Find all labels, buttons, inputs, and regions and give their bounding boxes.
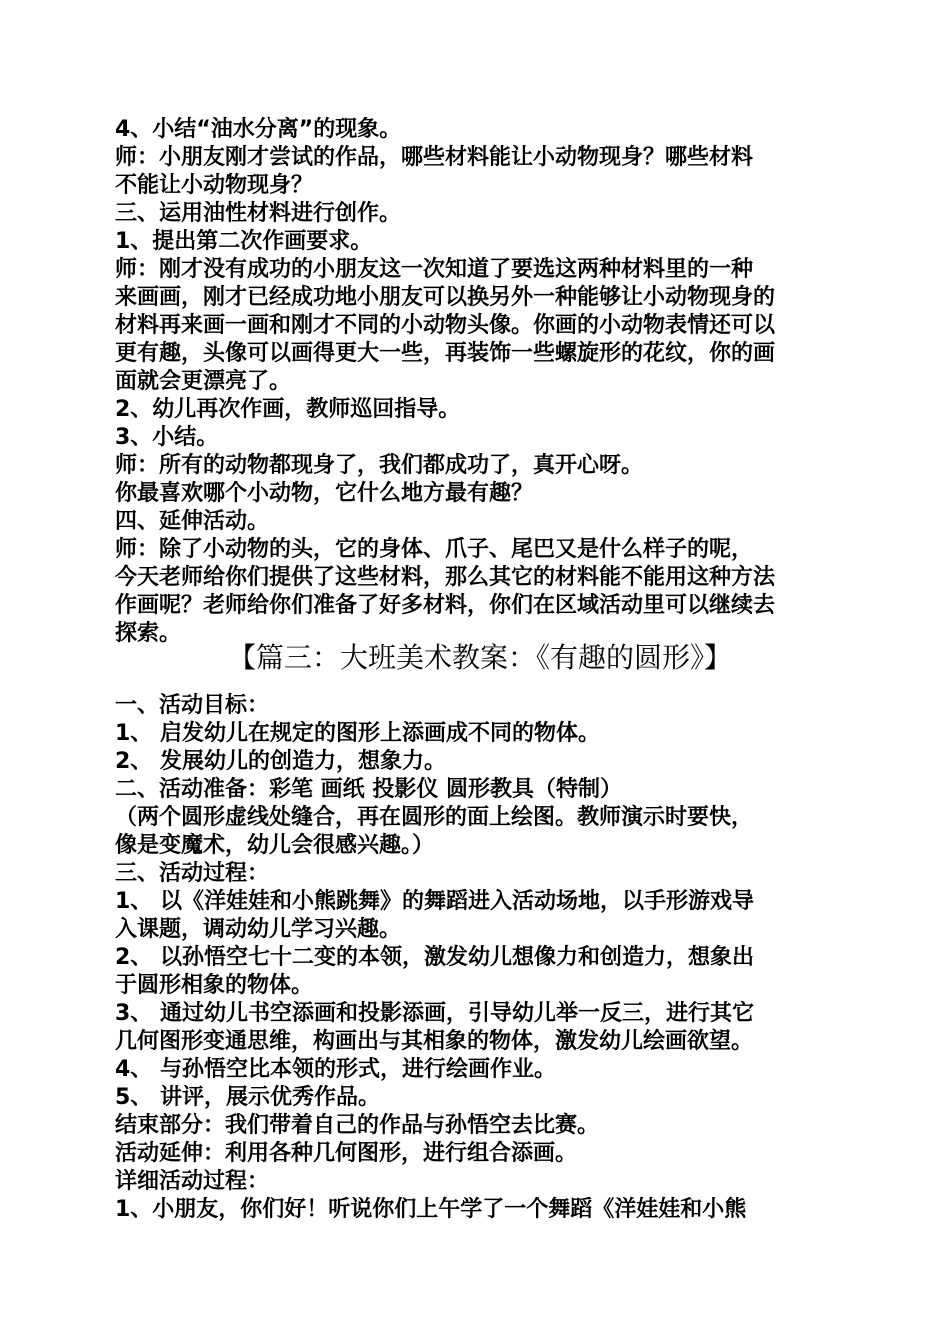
text-line: 于圆形相象的物体。	[115, 973, 314, 998]
section-heading: 【篇三：大班美术教案：《有趣的圆形》】	[227, 641, 732, 674]
text-line: 2、 以孙悟空七十二变的本领，激发幼儿想像力和创造力，想象出	[115, 945, 754, 970]
text-line: 一、活动目标：	[115, 693, 270, 718]
text-line: 4、 与孙悟空比本领的形式，进行绘画作业。	[115, 1057, 556, 1082]
text-line: 1、小朋友，你们好！听说你们上午学了一个舞蹈《洋娃娃和小熊	[115, 1197, 747, 1222]
text-line: 三、运用油性材料进行创作。	[115, 201, 402, 226]
text-line: 今天老师给你们提供了这些材料，那么其它的材料能不能用这种方法	[115, 565, 776, 590]
text-line: 更有趣，头像可以画得更大一些，再装饰一些螺旋形的花纹，你的画	[115, 341, 776, 366]
text-line: 面就会更漂亮了。	[115, 369, 292, 394]
text-line: 像是变魔术，幼儿会很感兴趣。）	[115, 833, 435, 858]
text-line: 你最喜欢哪个小动物，它什么地方最有趣？	[115, 481, 534, 506]
text-line: 1、 以《洋娃娃和小熊跳舞》的舞蹈进入活动场地，以手形游戏导	[115, 889, 754, 914]
text-line: 探索。	[115, 621, 182, 646]
text-line: 几何图形变通思维，构画出与其相象的物体，激发幼儿绘画欲望。	[115, 1029, 754, 1054]
text-line: 3、 通过幼儿书空添画和投影添画，引导幼儿举一反三，进行其它	[115, 1001, 754, 1026]
text-line: 不能让小动物现身？	[115, 173, 314, 198]
text-line: 师：小朋友刚才尝试的作品，哪些材料能让小动物现身？哪些材料	[115, 145, 754, 170]
text-line: 5、 讲评，展示优秀作品。	[115, 1085, 380, 1110]
text-line: 作画呢？老师给你们准备了好多材料，你们在区域活动里可以继续去	[115, 593, 776, 618]
text-line: 1、提出第二次作画要求。	[115, 229, 373, 254]
text-line: 1、 启发幼儿在规定的图形上添画成不同的物体。	[115, 721, 600, 746]
text-line: （两个圆形虚线处缝合，再在圆形的面上绘图。教师演示时要快，	[115, 805, 754, 830]
text-line: 活动延伸：利用各种几何图形，进行组合添画。	[115, 1141, 578, 1166]
text-line: 师：除了小动物的头，它的身体、爪子、尾巴又是什么样子的呢，	[115, 537, 754, 562]
text-line: 2、幼儿再次作画，教师巡回指导。	[115, 397, 461, 422]
text-line: 4、小结“油水分离”的现象。	[115, 117, 402, 142]
text-line: 详细活动过程：	[115, 1169, 270, 1194]
text-line: 师：所有的动物都现身了，我们都成功了，真开心呀。	[115, 453, 644, 478]
text-line: 3、小结。	[115, 425, 219, 450]
text-line: 师：刚才没有成功的小朋友这一次知道了要选这两种材料里的一种	[115, 257, 754, 282]
text-line: 入课题，调动幼儿学习兴趣。	[115, 917, 402, 942]
text-line: 结束部分：我们带着自己的作品与孙悟空去比赛。	[115, 1113, 600, 1138]
text-line: 来画画，刚才已经成功地小朋友可以换另外一种能够让小动物现身的	[115, 285, 776, 310]
text-line: 四、延伸活动。	[115, 509, 270, 534]
text-line: 三、活动过程：	[115, 861, 270, 886]
text-line: 材料再来画一画和刚才不同的小动物头像。你画的小动物表情还可以	[115, 313, 776, 338]
text-line: 2、 发展幼儿的创造力，想象力。	[115, 749, 446, 774]
text-line: 二、活动准备：彩笔 画纸 投影仪 圆形教具（特制）	[115, 777, 622, 802]
